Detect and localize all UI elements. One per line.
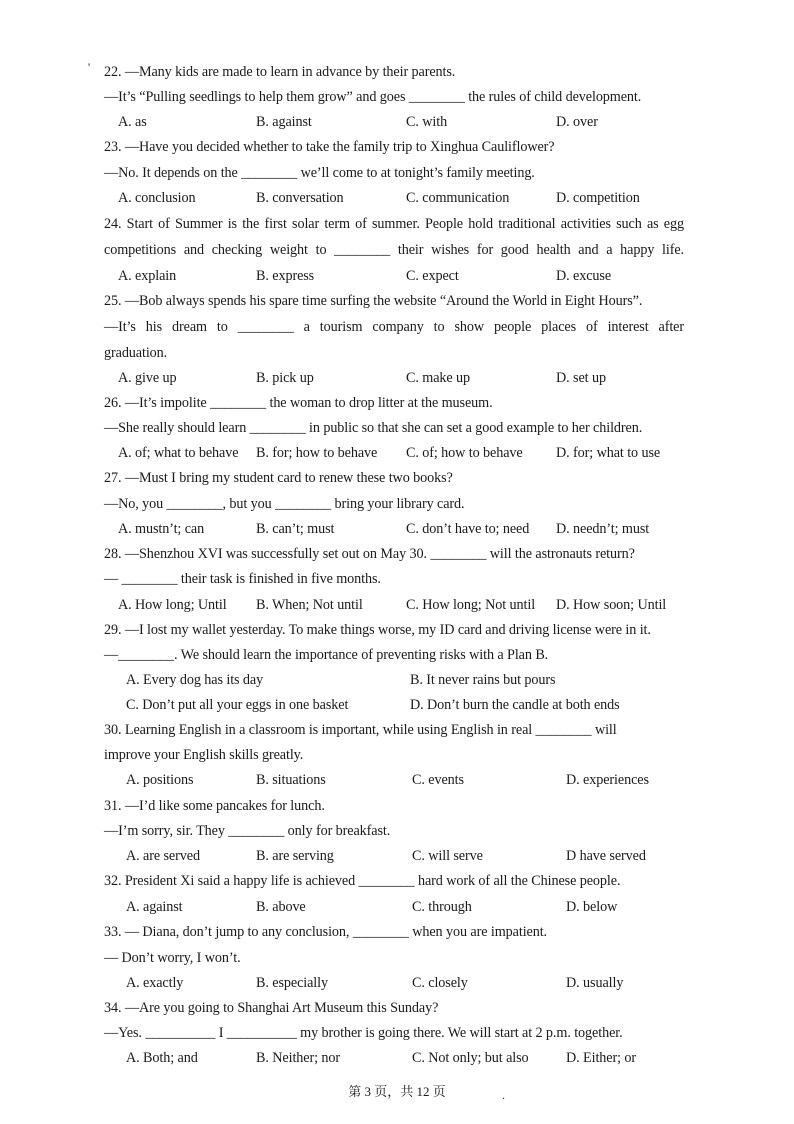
question-24-option-c: C. expect	[406, 268, 459, 284]
question-22-stem: 22. —Many kids are made to learn in advance by their parents.	[104, 64, 456, 80]
question-31-line: —I’m sorry, sir. They ________ only for breakfast.	[104, 823, 391, 839]
question-30-line: improve your English skills greatly.	[104, 747, 304, 763]
question-25-line: graduation.	[104, 345, 168, 361]
question-31-option-b: B. are serving	[256, 848, 334, 864]
question-27-stem: 27. —Must I bring my student card to renew these two books?	[104, 470, 453, 486]
question-25-stem: 25. —Bob always spends his spare time surfing the website “Around the World in Eight Hours”.	[104, 293, 643, 309]
question-32-stem: 32. President Xi said a happy life is achieved ________ hard work of all the Chinese people.	[104, 873, 621, 889]
question-31-option-d: D have served	[566, 848, 646, 864]
question-25-option-c: C. make up	[406, 370, 471, 386]
question-24-option-d: D. excuse	[556, 268, 612, 284]
question-31-option-a: A. are served	[126, 848, 200, 864]
question-28-option-b: B. When; Not until	[256, 597, 363, 613]
question-26-option-c: C. of; how to behave	[406, 445, 523, 461]
question-27-option-b: B. can’t; must	[256, 521, 335, 537]
question-33-option-c: C. closely	[412, 975, 468, 991]
question-30-option-c: C. events	[412, 772, 464, 788]
question-29-line: —________. We should learn the importance of preventing risks with a Plan B.	[104, 647, 549, 663]
question-22-option-b: B. against	[256, 114, 312, 130]
question-22-option-c: C. with	[406, 114, 448, 130]
question-25-option-b: B. pick up	[256, 370, 314, 386]
question-30-stem: 30. Learning English in a classroom is important, while using English in real ________ will	[104, 722, 617, 738]
question-24-stem: 24. Start of Summer is the first solar term of summer. People hold traditional activities such as egg	[104, 216, 684, 232]
question-33-stem: 33. — Diana, don’t jump to any conclusion, ________ when you are impatient.	[104, 924, 548, 940]
question-34-option-b: B. Neither; nor	[256, 1050, 340, 1066]
question-31-option-c: C. will serve	[412, 848, 483, 864]
question-27-option-a: A. mustn’t; can	[118, 521, 205, 537]
question-34-option-c: C. Not only; but also	[412, 1050, 529, 1066]
question-28-option-a: A. How long; Until	[118, 597, 227, 613]
question-32-option-a: A. against	[126, 899, 183, 915]
question-29-option-c: C. Don’t put all your eggs in one basket	[126, 697, 349, 713]
question-28-option-c: C. How long; Not until	[406, 597, 536, 613]
question-30-option-d: D. experiences	[566, 772, 649, 788]
question-34-option-a: A. Both; and	[126, 1050, 198, 1066]
question-29-option-a: A. Every dog has its day	[126, 672, 264, 688]
question-28-option-d: D. How soon; Until	[556, 597, 667, 613]
question-23-line: —No. It depends on the ________ we’ll come to at tonight’s family meeting.	[104, 165, 535, 181]
question-33-option-d: D. usually	[566, 975, 624, 991]
question-30-option-a: A. positions	[126, 772, 194, 788]
question-28-stem: 28. —Shenzhou XVI was successfully set out on May 30. ________ will the astronauts return?	[104, 546, 635, 562]
question-24-option-a: A. explain	[118, 268, 177, 284]
question-34-line: —Yes. __________ I __________ my brother is going there. We will start at 2 p.m. together.	[104, 1025, 623, 1041]
question-28-line: — ________ their task is finished in five months.	[104, 571, 381, 587]
scan-mark: .	[502, 1088, 505, 1102]
question-26-stem: 26. —It’s impolite ________ the woman to drop litter at the museum.	[104, 395, 493, 411]
question-31-stem: 31. —I’d like some pancakes for lunch.	[104, 798, 325, 814]
question-34-stem: 34. —Are you going to Shanghai Art Museum this Sunday?	[104, 1000, 439, 1016]
question-23-stem: 23. —Have you decided whether to take the family trip to Xinghua Cauliflower?	[104, 139, 555, 155]
question-30-option-b: B. situations	[256, 772, 326, 788]
question-29-stem: 29. —I lost my wallet yesterday. To make things worse, my ID card and driving license were in it.	[104, 622, 651, 638]
question-25-option-d: D. set up	[556, 370, 606, 386]
page-footer: 第 3 页，共 12 页	[348, 1084, 446, 1099]
question-23-option-d: D. competition	[556, 190, 640, 206]
question-33-line: — Don’t worry, I won’t.	[104, 950, 241, 966]
question-26-option-b: B. for; how to behave	[256, 445, 378, 461]
question-29-option-d: D. Don’t burn the candle at both ends	[410, 697, 620, 713]
question-27-option-d: D. needn’t; must	[556, 521, 650, 537]
question-33-option-b: B. especially	[256, 975, 328, 991]
question-22-line: —It’s “Pulling seedlings to help them grow” and goes ________ the rules of child development.	[104, 89, 642, 105]
question-24-line: competitions and checking weight to ________ their wishes for good health and a happy life.	[104, 242, 684, 258]
question-24-option-b: B. express	[256, 268, 315, 284]
question-32-option-d: D. below	[566, 899, 618, 915]
question-22-option-d: D. over	[556, 114, 598, 130]
question-25-option-a: A. give up	[118, 370, 177, 386]
question-23-option-b: B. conversation	[256, 190, 344, 206]
question-23-option-c: C. communication	[406, 190, 510, 206]
question-23-option-a: A. conclusion	[118, 190, 196, 206]
question-26-line: —She really should learn ________ in public so that she can set a good example to her children.	[104, 420, 643, 436]
question-26-option-d: D. for; what to use	[556, 445, 661, 461]
question-29-option-b: B. It never rains but pours	[410, 672, 556, 688]
question-34-option-d: D. Either; or	[566, 1050, 637, 1066]
question-27-line: —No, you ________, but you ________ bring your library card.	[104, 496, 465, 512]
question-26-option-a: A. of; what to behave	[118, 445, 239, 461]
question-32-option-c: C. through	[412, 899, 472, 915]
question-27-option-c: C. don’t have to; need	[406, 521, 530, 537]
question-32-option-b: B. above	[256, 899, 306, 915]
scan-mark: '	[88, 60, 91, 74]
question-22-option-a: A. as	[118, 114, 147, 130]
question-25-line: —It’s his dream to ________ a tourism company to show people places of interest after	[104, 319, 684, 335]
question-33-option-a: A. exactly	[126, 975, 184, 991]
